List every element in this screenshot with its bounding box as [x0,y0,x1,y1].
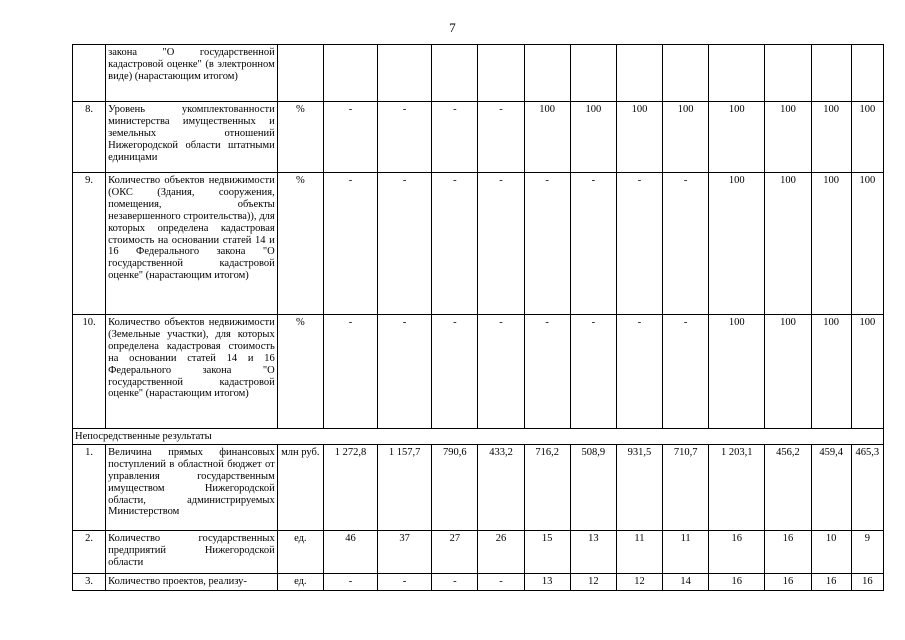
value-cell: 931,5 [616,444,662,530]
value-cell: - [432,573,478,590]
indicator-name: Величина прямых финансовых поступлений в областной бюджет от управления государственным имуществом Нижегородской области, администрируемых Министерством [106,444,278,530]
unit-of-measure: ед. [277,530,323,573]
row-number: 3. [73,573,106,590]
value-cell: - [432,102,478,173]
indicator-name: Количество объектов недвижимости (ОКС (Здания, сооружения, помещения, объекты незавершенного строительства)), для которых определена кадастровая стоимость на основании статей 14 и 16 Федерального закона "О государственной кадастровой оценке" (нарастающим итогом) [106,173,278,315]
row-number: 8. [73,102,106,173]
value-cell: - [524,173,570,315]
value-cell: 716,2 [524,444,570,530]
value-cell: - [378,573,432,590]
value-cell: - [663,315,709,429]
indicator-name: Уровень укомплектованности министерства имущественных и земельных отношений Нижегородской области штатными единицами [106,102,278,173]
value-cell: 13 [570,530,616,573]
value-cell: - [616,315,662,429]
value-cell: 15 [524,530,570,573]
value-cell [478,45,524,102]
table-row [73,45,884,102]
value-cell: 100 [663,102,709,173]
indicator-name: Количество проектов, реализу- [106,573,278,590]
value-cell: - [323,173,377,315]
value-cell: 13 [524,573,570,590]
value-cell [811,45,851,102]
indicator-name: Количество объектов недвижимости (Земельные участки), для которых определена кадастровая стоимость на основании статей 14 и 16 Федерального закона "О государственной кадастровой оценке" (нарастающим итогом) [106,315,278,429]
indicator-name: Количество государственных предприятий Нижегородской области [106,530,278,573]
value-cell: 100 [811,315,851,429]
value-cell: 100 [765,173,811,315]
value-cell [709,45,765,102]
value-cell: 26 [478,530,524,573]
row-number: 10. [73,315,106,429]
value-cell: 12 [570,573,616,590]
value-cell [616,45,662,102]
row-number: 2. [73,530,106,573]
value-cell: 1 272,8 [323,444,377,530]
value-cell [570,45,616,102]
value-cell: 710,7 [663,444,709,530]
row-number: 1. [73,444,106,530]
unit-of-measure: млн руб. [277,444,323,530]
unit-of-measure: % [277,102,323,173]
value-cell: 12 [616,573,662,590]
value-cell: 508,9 [570,444,616,530]
value-cell: 100 [616,102,662,173]
value-cell: - [570,315,616,429]
value-cell [765,45,811,102]
value-cell: 16 [765,530,811,573]
unit-of-measure: % [277,173,323,315]
table-row [73,315,884,429]
value-cell: 46 [323,530,377,573]
row-number [73,45,106,102]
value-cell: 10 [811,530,851,573]
value-cell: - [478,573,524,590]
value-cell: 100 [709,173,765,315]
value-cell: 456,2 [765,444,811,530]
unit-of-measure: % [277,315,323,429]
value-cell: 100 [851,173,883,315]
value-cell [432,45,478,102]
value-cell: 465,3 [851,444,883,530]
row-number: 9. [73,173,106,315]
value-cell: 11 [616,530,662,573]
value-cell: - [478,102,524,173]
indicator-name: закона "О государственной кадастровой оценке" (в электронном виде) (нарастающим итогом) [106,45,278,102]
page-number: 7 [449,20,456,35]
value-cell: 100 [570,102,616,173]
value-cell: - [378,173,432,315]
value-cell: - [616,173,662,315]
section-header-row [73,429,884,445]
value-cell: 433,2 [478,444,524,530]
section-title: Непосредственные результаты [73,429,884,445]
value-cell: - [663,173,709,315]
value-cell: 27 [432,530,478,573]
value-cell [378,45,432,102]
value-cell: 16 [765,573,811,590]
value-cell: 14 [663,573,709,590]
value-cell: 1 157,7 [378,444,432,530]
value-cell: 459,4 [811,444,851,530]
value-cell: - [323,315,377,429]
value-cell: 100 [709,315,765,429]
value-cell: - [478,315,524,429]
value-cell: - [570,173,616,315]
value-cell: 100 [765,102,811,173]
value-cell: 16 [851,573,883,590]
value-cell: - [432,315,478,429]
value-cell: 790,6 [432,444,478,530]
value-cell: 1 203,1 [709,444,765,530]
table-row [73,530,884,573]
value-cell: - [432,173,478,315]
table-row [73,102,884,173]
value-cell: - [323,102,377,173]
value-cell: 37 [378,530,432,573]
value-cell: 16 [811,573,851,590]
table-body [73,45,884,591]
value-cell: 100 [811,102,851,173]
value-cell [323,45,377,102]
value-cell: 100 [811,173,851,315]
value-cell: 100 [709,102,765,173]
value-cell: - [524,315,570,429]
value-cell [524,45,570,102]
value-cell: 100 [851,315,883,429]
value-cell: - [323,573,377,590]
value-cell: 9 [851,530,883,573]
value-cell: 11 [663,530,709,573]
value-cell: 100 [851,102,883,173]
value-cell: 100 [524,102,570,173]
table-row [73,173,884,315]
value-cell: 16 [709,530,765,573]
value-cell: - [378,315,432,429]
value-cell: - [378,102,432,173]
value-cell: 100 [765,315,811,429]
value-cell [663,45,709,102]
table-row [73,573,884,590]
unit-of-measure: ед. [277,573,323,590]
value-cell: - [478,173,524,315]
value-cell: 16 [709,573,765,590]
table-row [73,444,884,530]
value-cell [851,45,883,102]
indicators-table [72,44,884,591]
unit-of-measure [277,45,323,102]
